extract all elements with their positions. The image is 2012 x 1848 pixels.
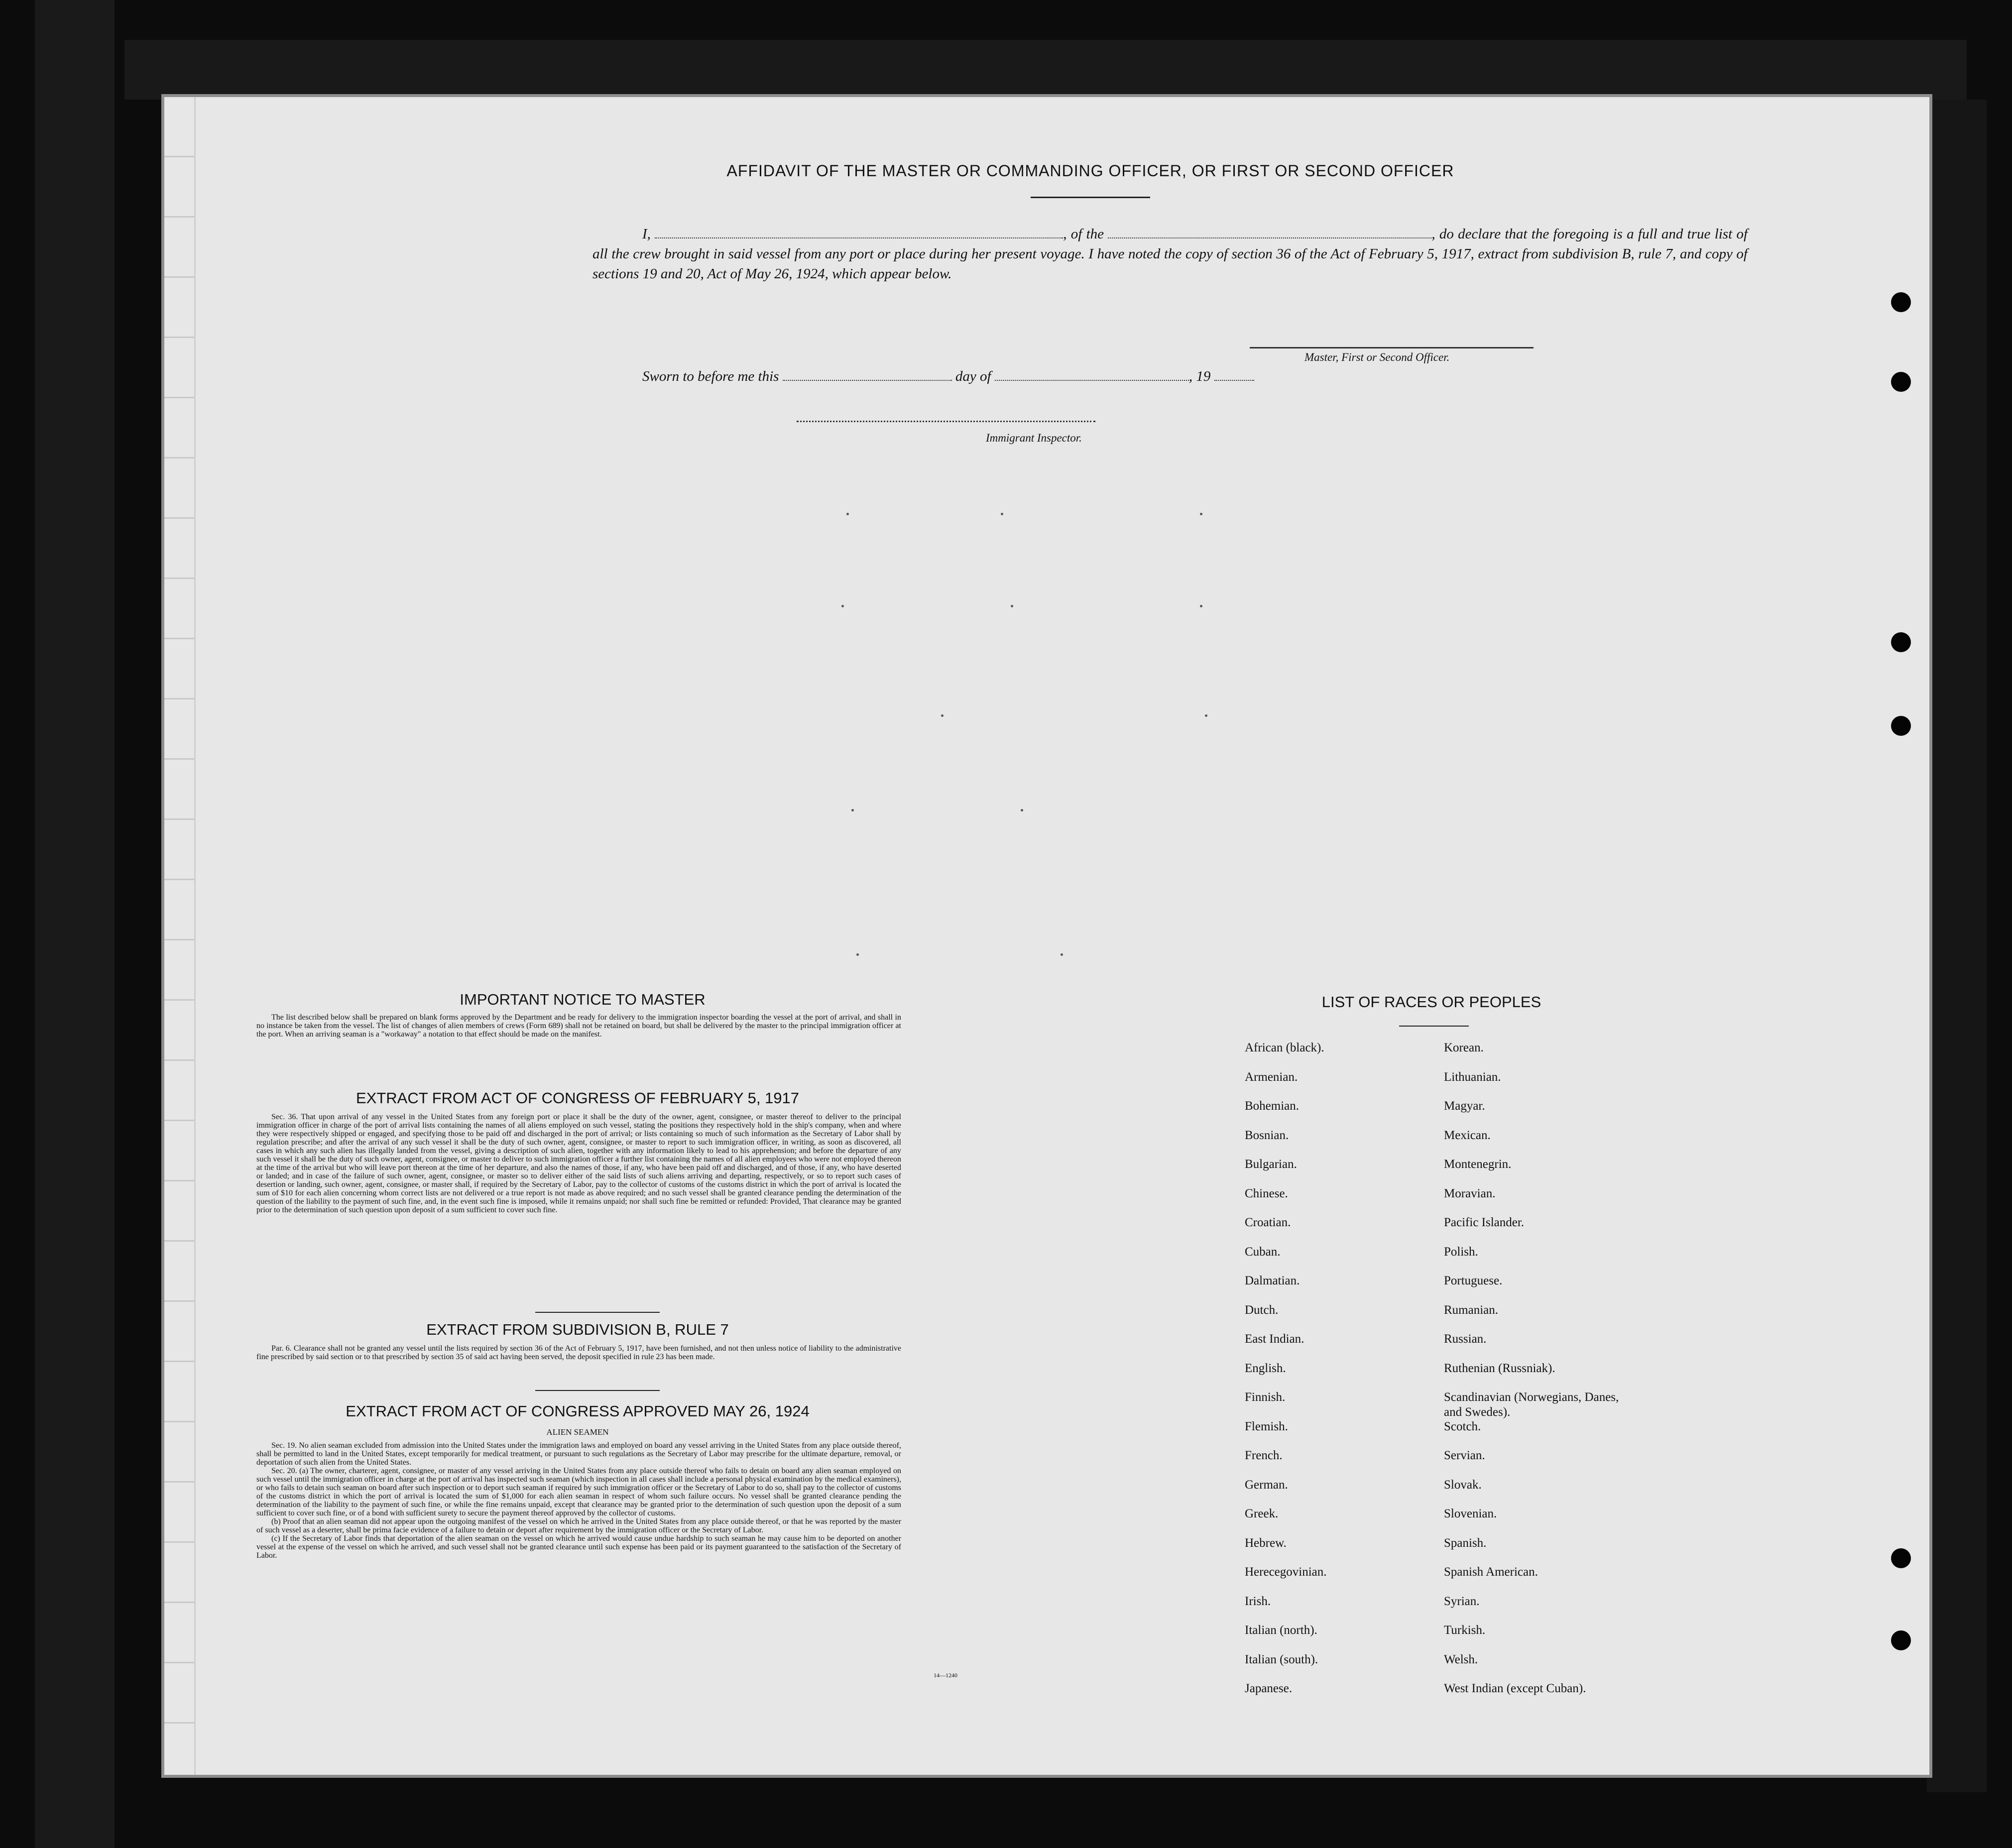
race-item: Flemish.	[1245, 1419, 1288, 1433]
affidavit-body: that the foregoing is a full and true list of all the crew brought in said vessel from any port or place during her present voyage. I have noted the copy of section 36 of the Act of February 5, 1917, extract from subdivision B, rule 7, and copy of sections 19 and 20, Act of May 26, 1924, which appear below.	[592, 226, 1748, 282]
race-item: Herecegovinian.	[1245, 1565, 1327, 1579]
frame-edge-right	[1927, 100, 1987, 1792]
punch-hole	[1891, 292, 1911, 312]
race-item: Spanish American.	[1444, 1565, 1538, 1579]
race-item: Croatian.	[1245, 1216, 1291, 1229]
notice-title: IMPORTANT NOTICE TO MASTER	[460, 991, 706, 1008]
race-item: Spanish.	[1444, 1536, 1487, 1550]
race-item: Ruthenian (Russniak).	[1444, 1361, 1555, 1375]
master-caption: Master, First or Second Officer.	[1304, 351, 1450, 363]
form-number: 14—1240	[934, 1672, 957, 1679]
sworn-day: day of	[955, 368, 991, 384]
race-item: West Indian (except Cuban).	[1444, 1682, 1586, 1695]
races-title: LIST OF RACES OR PEOPLES	[1321, 993, 1541, 1011]
extract-1924-title: EXTRACT FROM ACT OF CONGRESS APPROVED MAY 26, 1924	[346, 1402, 810, 1420]
race-item: Lithuanian.	[1444, 1070, 1501, 1084]
vessel-blank[interactable]	[1108, 227, 1431, 238]
inspector-signature-line[interactable]	[797, 421, 1095, 422]
section-20b-paragraph: (b) Proof that an alien seaman did not appear upon the outgoing manifest of the vessel on which he arrived in the United States from any place outside thereof, or that he was reported by the master of such vessel as a deserter, shall be prima facie evidence of a failure to detain or deport after requirement by the immigration officer or the Secretary of Labor.	[256, 1517, 901, 1534]
title-underline	[1031, 197, 1150, 198]
races-column-2	[1444, 1040, 1623, 1711]
paragraph-6: Par. 6. Clearance shall not be granted any vessel until the lists required by section 36 of the Act of February 5, 1917, have been furnished, and not then unless notice of liability to the administrative fine prescribed by said section or to that prescribed by section 35 of said act having been served, the deposit specified in rule 23 has been made.	[256, 1344, 901, 1361]
extract-rule7-text	[256, 1344, 901, 1361]
race-item: Montenegrin.	[1444, 1157, 1512, 1171]
master-signature-line[interactable]	[1250, 347, 1534, 348]
bleed-through-dot	[1021, 809, 1023, 811]
race-item: Magyar.	[1444, 1099, 1485, 1113]
race-item: Irish.	[1245, 1594, 1271, 1608]
section-20c-paragraph: (c) If the Secretary of Labor finds that deportation of the alien seaman on the vessel on which he arrived would cause undue hardship to such seaman he may cause him to be deported on another vessel at the expense of the vessel on which he arrived, and such vessel shall not be granted clearance until such expense has been paid or its payment guaranteed to the satisfaction of the Secretary of Labor.	[256, 1534, 901, 1560]
race-item: Pacific Islander.	[1444, 1216, 1525, 1229]
race-item: Bohemian.	[1245, 1099, 1300, 1113]
extract-1917-text	[256, 1113, 901, 1214]
race-item: Bosnian.	[1245, 1128, 1289, 1142]
section-36-paragraph: Sec. 36. That upon arrival of any vessel in the United States from any foreign port or place it shall be the duty of the owner, agent, consignee, or master thereof to deliver to the principal immigration officer in charge of the port of arrival lists containing the names of all aliens employed on such vessel, stating the positions they respectively hold in the ship's company, when and where they were respectively shipped or engaged, and specifying those to be paid off and discharged in the port of arrival; or lists containing so much of such information as the Secretary of Labor shall by regulation prescribe; and after the arrival of any such vessel it shall be the duty of such owner, agent, consignee, or master to report to such immigration officer, in writing, as soon as discovered, all cases in which any such alien has illegally landed from the vessel, giving a description of such alien, together with any information likely to lead to his apprehension; and before the departure of any such vessel it shall be the duty of such owner, agent, consignee, or master to deliver to such immigration officer a further list containing the names of all alien employees who were not employed thereon at the time of the arrival but who will leave port thereon at the time of her departure, and also the names of those, if any, who have been paid off and discharged, and of those, if any, who have deserted or landed; and in case of the failure of such owner, agent, consignee, or master so to deliver either of the said lists of such aliens arriving and departing, respectively, or so to report such cases of desertion or landing, such owner, agent, consignee, or master shall, if required by the Secretary of Labor, pay to the collector of customs of the customs district in which the port of arrival is located the sum of $10 for each alien concerning whom correct lists are not delivered or a true report is not made as above required; and no such vessel shall be granted clearance pending the determination of the question of the liability to the payment of such fine, and, in the event such fine is imposed, while it remains unpaid; nor shall such fine be remitted or refunded: Provided, That clearance may be granted prior to the determination of such question upon deposit of a sum sufficient to cover such fine.	[256, 1113, 901, 1214]
bleed-through-dot	[856, 953, 859, 956]
bleed-through-dot	[1205, 714, 1207, 717]
sworn-line	[642, 368, 1254, 385]
race-item: Turkish.	[1444, 1623, 1486, 1637]
extract-rule7-title: EXTRACT FROM SUBDIVISION B, RULE 7	[426, 1321, 729, 1338]
affidavit-post: , do declare	[1431, 226, 1501, 242]
race-item: Syrian.	[1444, 1594, 1480, 1608]
bleed-through-dot	[1001, 513, 1003, 515]
race-item: Korean.	[1444, 1041, 1484, 1054]
frame-edge-left	[35, 0, 115, 1848]
bleed-through-dot	[851, 809, 854, 811]
sworn-year-blank[interactable]	[1214, 369, 1254, 381]
race-item: Servian.	[1444, 1449, 1485, 1462]
affidavit-text	[592, 224, 1748, 284]
inspector-caption: Immigrant Inspector.	[986, 432, 1082, 444]
race-item: Finnish.	[1245, 1390, 1286, 1404]
race-item: Moravian.	[1444, 1186, 1496, 1200]
sworn-month-blank[interactable]	[995, 369, 1189, 381]
bleed-through-dot	[1061, 953, 1063, 956]
punch-hole	[1891, 716, 1911, 736]
bleed-through-dot	[846, 513, 849, 515]
sworn-day-blank[interactable]	[783, 369, 952, 381]
extract-1924-text	[256, 1441, 901, 1560]
name-blank[interactable]	[655, 227, 1063, 238]
race-item: Dutch.	[1245, 1303, 1279, 1317]
race-item: Polish.	[1444, 1245, 1478, 1259]
punch-hole	[1891, 1630, 1911, 1650]
frame-edge-top	[124, 40, 1967, 100]
punch-hole	[1891, 372, 1911, 392]
race-item: Japanese.	[1245, 1682, 1293, 1695]
race-item: Slovak.	[1444, 1478, 1482, 1492]
race-item: Portuguese.	[1444, 1274, 1503, 1287]
bleed-through-dot	[1200, 513, 1202, 515]
race-item: Scotch.	[1444, 1419, 1481, 1433]
race-item: Chinese.	[1245, 1186, 1288, 1200]
race-item: Dalmatian.	[1245, 1274, 1300, 1287]
bleed-through-dot	[1200, 605, 1202, 607]
notice-text	[256, 1013, 901, 1039]
section-20a-paragraph: Sec. 20. (a) The owner, charterer, agent, consignee, or master of any vessel arriving in the United States from any place outside thereof who fails to detain on board any alien seaman employed on such vessel until the immigration officer in charge at the port of arrival has inspected such seaman (which inspection in all cases shall include a personal physical examination by the medical examiners), or who fails to detain such seaman on board after such inspection or to deport such seaman if required by such immigration officer or the Secretary of Labor to do so, shall pay to the collector of customs of the customs district in which the port of arrival is located the sum of $1,000 for each alien seaman in respect of whom such failure occurs. No vessel shall be granted clearance pending the determination of the liability to the payment of such fine, or while the fine remains unpaid, except that clearance may be granted prior to the determination of such question upon the deposit of a sum sufficient to cover such fine, or of a bond with sufficient surety to secure the payment thereof approved by the collector of customs.	[256, 1467, 901, 1517]
sworn-year: , 19	[1188, 368, 1211, 384]
race-item: Italian (south).	[1245, 1652, 1318, 1666]
bleed-through-dot	[1011, 605, 1013, 607]
race-item: Italian (north).	[1245, 1623, 1317, 1637]
race-item: Armenian.	[1245, 1070, 1298, 1084]
race-item: Greek.	[1245, 1507, 1279, 1520]
race-item: Welsh.	[1444, 1652, 1478, 1666]
section-divider	[535, 1390, 660, 1391]
race-item: French.	[1245, 1449, 1283, 1462]
bleed-through-dot	[841, 605, 844, 607]
affidavit-title: AFFIDAVIT OF THE MASTER OR COMMANDING OFFICER, OR FIRST OR SECOND OFFICER	[726, 162, 1454, 180]
race-item: Hebrew.	[1245, 1536, 1287, 1550]
race-item: German.	[1245, 1478, 1288, 1492]
sworn-pre: Sworn to before me this	[642, 368, 779, 384]
alien-seamen-subtitle: ALIEN SEAMEN	[546, 1427, 609, 1437]
race-item: Cuban.	[1245, 1245, 1281, 1259]
ruled-margin	[164, 97, 196, 1775]
races-column-1	[1245, 1040, 1394, 1711]
punch-hole	[1891, 632, 1911, 652]
race-item: Mexican.	[1444, 1128, 1491, 1142]
race-item: Rumanian.	[1444, 1303, 1499, 1317]
notice-paragraph: The list described below shall be prepared on blank forms approved by the Department and be ready for delivery to the immigration inspector boarding the vessel at the port of arrival, and shall in no instance be taken from the vessel. The list of changes of alien members of crews (Form 689) shall not be retained on board, but shall be delivered by the master to the principal immigration officer at the port. When an arriving seaman is a "workaway" a notation to that effect should be made on the manifest.	[256, 1013, 901, 1039]
section-divider	[535, 1312, 660, 1313]
race-item: Russian.	[1444, 1332, 1487, 1346]
section-19-paragraph: Sec. 19. No alien seaman excluded from admission into the United States under the immigration laws and employed on board any vessel arriving in the United States from any place outside thereof, shall be permitted to land in the United States, except temporarily for medical treatment, or pursuant to such regulations as the Secretary of Labor may prescribe for the ultimate departure, removal, or deportation of such alien from the United States.	[256, 1441, 901, 1467]
bleed-through-dot	[941, 714, 944, 717]
race-item: African (black).	[1245, 1041, 1324, 1054]
race-item: English.	[1245, 1361, 1286, 1375]
extract-1917-title: EXTRACT FROM ACT OF CONGRESS OF FEBRUARY 5, 1917	[355, 1089, 800, 1107]
races-underline	[1399, 1026, 1469, 1027]
document-page	[164, 97, 1929, 1775]
affidavit-mid: , of the	[1063, 226, 1104, 242]
punch-hole	[1891, 1548, 1911, 1568]
race-item: Scandinavian (Norwegians, Danes, and Swedes).	[1444, 1390, 1619, 1419]
race-item: Slovenian.	[1444, 1507, 1497, 1520]
race-item: East Indian.	[1245, 1332, 1304, 1346]
affidavit-pre: I,	[642, 226, 651, 242]
race-item: Bulgarian.	[1245, 1157, 1297, 1171]
